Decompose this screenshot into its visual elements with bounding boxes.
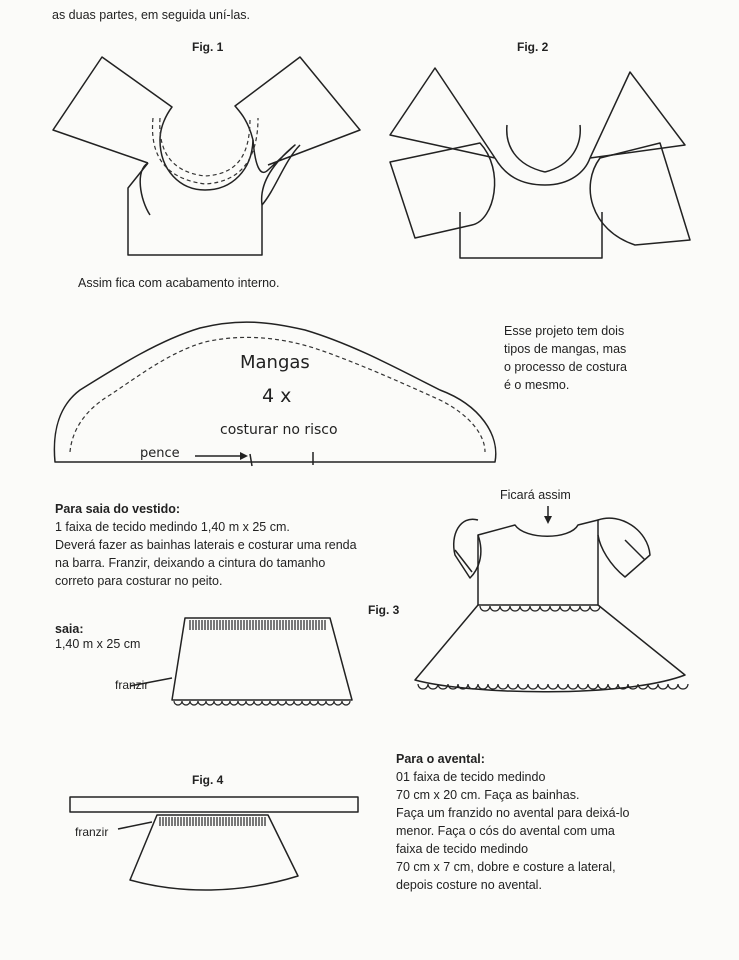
skirt-line: Deverá fazer as bainhas laterais e costurar uma renda	[55, 538, 357, 552]
sleeve-note	[504, 322, 627, 394]
fig3-skirt-drawing	[130, 618, 352, 705]
apron-line: Faça um franzido no avental para deixá-lo	[396, 806, 630, 820]
fig3-result-label: Ficará assim	[500, 488, 571, 502]
sleeve-note-line: o processo de costura	[504, 360, 627, 374]
fig2-label: Fig. 2	[517, 40, 549, 54]
dress-drawing	[415, 506, 688, 692]
apron-line: depois costure no avental.	[396, 878, 542, 892]
skirt-piece-size: 1,40 m x 25 cm	[55, 637, 141, 651]
apron-instructions	[396, 750, 629, 894]
sleeve-sew-note: costurar no risco	[220, 422, 338, 438]
apron-line: 70 cm x 7 cm, dobre e costure a lateral,	[396, 860, 616, 874]
apron-gather-label: franzir	[75, 825, 109, 839]
apron-heading: Para o avental:	[396, 752, 485, 766]
skirt-line: 1 faixa de tecido medindo 1,40 m x 25 cm.	[55, 520, 290, 534]
skirt-heading: Para saia do vestido:	[55, 502, 181, 516]
apron-line: 70 cm x 20 cm. Faça as bainhas.	[396, 788, 580, 802]
sleeve-count: 4 x	[262, 385, 292, 407]
fig3-label: Fig. 3	[368, 603, 400, 617]
fig2-bodice-drawing	[390, 68, 690, 258]
sleeve-title: Mangas	[240, 352, 310, 373]
apron-line: faixa de tecido medindo	[396, 842, 529, 856]
skirt-piece-label: saia:	[55, 622, 84, 636]
sleeve-dart-label: pence	[140, 446, 180, 461]
top-instruction-line: as duas partes, em seguida uní-las.	[52, 8, 251, 22]
apron-line: menor. Faça o cós do avental com uma	[396, 824, 615, 838]
skirt-instructions	[55, 500, 357, 590]
fig4-apron-drawing	[70, 797, 358, 890]
fig1-bodice-drawing	[53, 57, 360, 255]
fig1-caption: Assim fica com acabamento interno.	[78, 276, 280, 290]
apron-line: 01 faixa de tecido medindo	[396, 770, 546, 784]
skirt-line: na barra. Franzir, deixando a cintura do tamanho	[55, 556, 326, 570]
fig1-label: Fig. 1	[192, 40, 224, 54]
skirt-line: correto para costurar no peito.	[55, 574, 223, 588]
fig4-label: Fig. 4	[192, 773, 224, 787]
skirt-gather-label: franzir	[115, 678, 149, 692]
sleeve-note-line: tipos de mangas, mas	[504, 342, 627, 356]
sleeve-note-line: é o mesmo.	[504, 378, 570, 392]
sleeve-note-line: Esse projeto tem dois	[504, 324, 625, 338]
